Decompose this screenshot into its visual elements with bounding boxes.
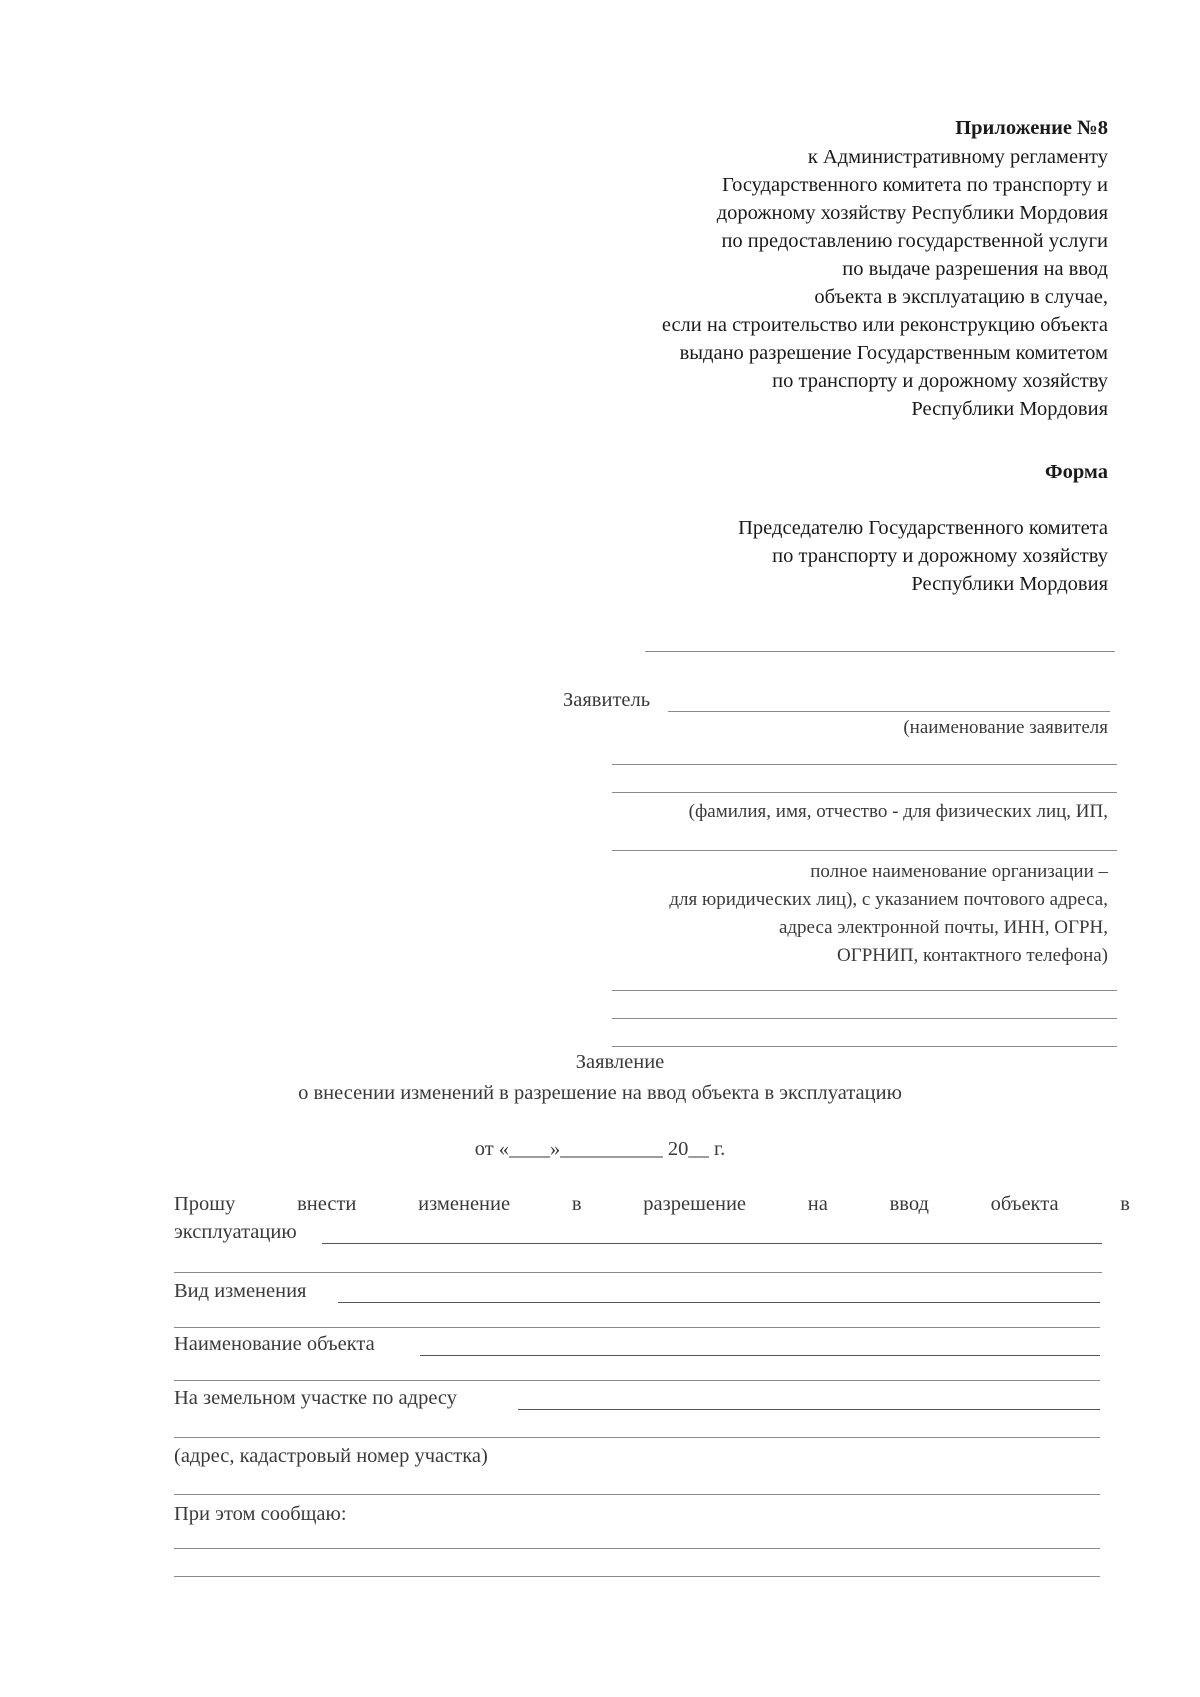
applicant-fio-hint: (фамилия, имя, отчество - для физических лиц, ИП,	[688, 801, 1108, 822]
change-type-blank-line	[174, 1327, 1100, 1328]
land-plot-blank-line	[174, 1437, 1100, 1438]
appendix-line: Государственного комитета по транспорту и	[722, 174, 1108, 196]
request-continuation: эксплуатацию	[174, 1221, 297, 1243]
addressee-line: Республики Мордовия	[911, 573, 1108, 595]
request-word: в	[1120, 1193, 1130, 1215]
statement-subtitle: о внесении изменений в разрешение на ввод объекта в эксплуатацию	[298, 1082, 902, 1104]
applicant-blank-line	[612, 1018, 1117, 1019]
applicant-name-hint: (наименование заявителя	[903, 717, 1108, 738]
request-word: Прошу	[174, 1193, 236, 1215]
request-word: ввод	[889, 1193, 929, 1215]
appendix-line: выдано разрешение Государственным комитетом	[679, 342, 1108, 364]
address-hint: (адрес, кадастровый номер участка)	[174, 1445, 488, 1467]
applicant-blank-line	[612, 990, 1117, 991]
addressee-line: Председателю Государственного комитета	[738, 517, 1108, 539]
request-word: на	[807, 1193, 828, 1215]
request-word: объекта	[990, 1193, 1059, 1215]
addressee-blank-line	[645, 651, 1115, 652]
object-name-blank-line	[420, 1355, 1100, 1356]
applicant-hint-line: ОГРНИП, контактного телефона)	[837, 945, 1108, 966]
addressee-line: по транспорту и дорожному хозяйству	[772, 545, 1108, 567]
statement-title: Заявление	[575, 1051, 665, 1073]
applicant-hint-line: для юридических лиц), с указанием почтового адреса,	[669, 889, 1108, 910]
form-label: Форма	[1044, 461, 1108, 483]
appendix-line: по транспорту и дорожному хозяйству	[772, 370, 1108, 392]
change-type-blank-line	[338, 1302, 1100, 1303]
statement-date: от «____»__________ 20__ г.	[474, 1138, 726, 1160]
request-blank-line	[322, 1243, 1102, 1244]
report-blank-line	[174, 1548, 1100, 1549]
appendix-line: объекта в эксплуатацию в случае,	[814, 286, 1108, 308]
applicant-label: Заявитель	[563, 689, 651, 711]
request-word: изменение	[418, 1193, 511, 1215]
applicant-blank-line	[612, 764, 1117, 765]
report-label: При этом сообщаю:	[174, 1503, 347, 1525]
applicant-blank-line	[668, 711, 1110, 712]
appendix-line: Республики Мордовия	[911, 398, 1108, 420]
address-blank-line	[174, 1494, 1100, 1495]
appendix-title: Приложение №8	[955, 117, 1108, 139]
land-plot-label: На земельном участке по адресу	[174, 1387, 458, 1409]
appendix-line: если на строительство или реконструкцию объекта	[661, 314, 1108, 336]
appendix-line: к Административному регламенту	[807, 146, 1108, 168]
applicant-blank-line	[612, 850, 1117, 851]
request-word: в	[571, 1193, 582, 1215]
appendix-line: по предоставлению государственной услуги	[721, 230, 1108, 252]
appendix-line: дорожному хозяйству Республики Мордовия	[716, 202, 1108, 224]
request-blank-line	[174, 1272, 1102, 1273]
applicant-blank-line	[612, 792, 1117, 793]
appendix-line: по выдаче разрешения на ввод	[842, 258, 1108, 280]
applicant-hint-line: полное наименование организации –	[810, 861, 1108, 882]
report-blank-line	[174, 1576, 1100, 1577]
applicant-blank-line	[612, 1046, 1117, 1047]
change-type-label: Вид изменения	[174, 1280, 307, 1302]
land-plot-blank-line	[518, 1409, 1100, 1410]
request-word: внести	[297, 1193, 357, 1215]
object-name-blank-line	[174, 1380, 1100, 1381]
request-word: разрешение	[643, 1193, 747, 1215]
object-name-label: Наименование объекта	[174, 1333, 375, 1355]
request-sentence	[174, 1190, 1130, 1219]
applicant-hint-line: адреса электронной почты, ИНН, ОГРН,	[778, 917, 1108, 938]
